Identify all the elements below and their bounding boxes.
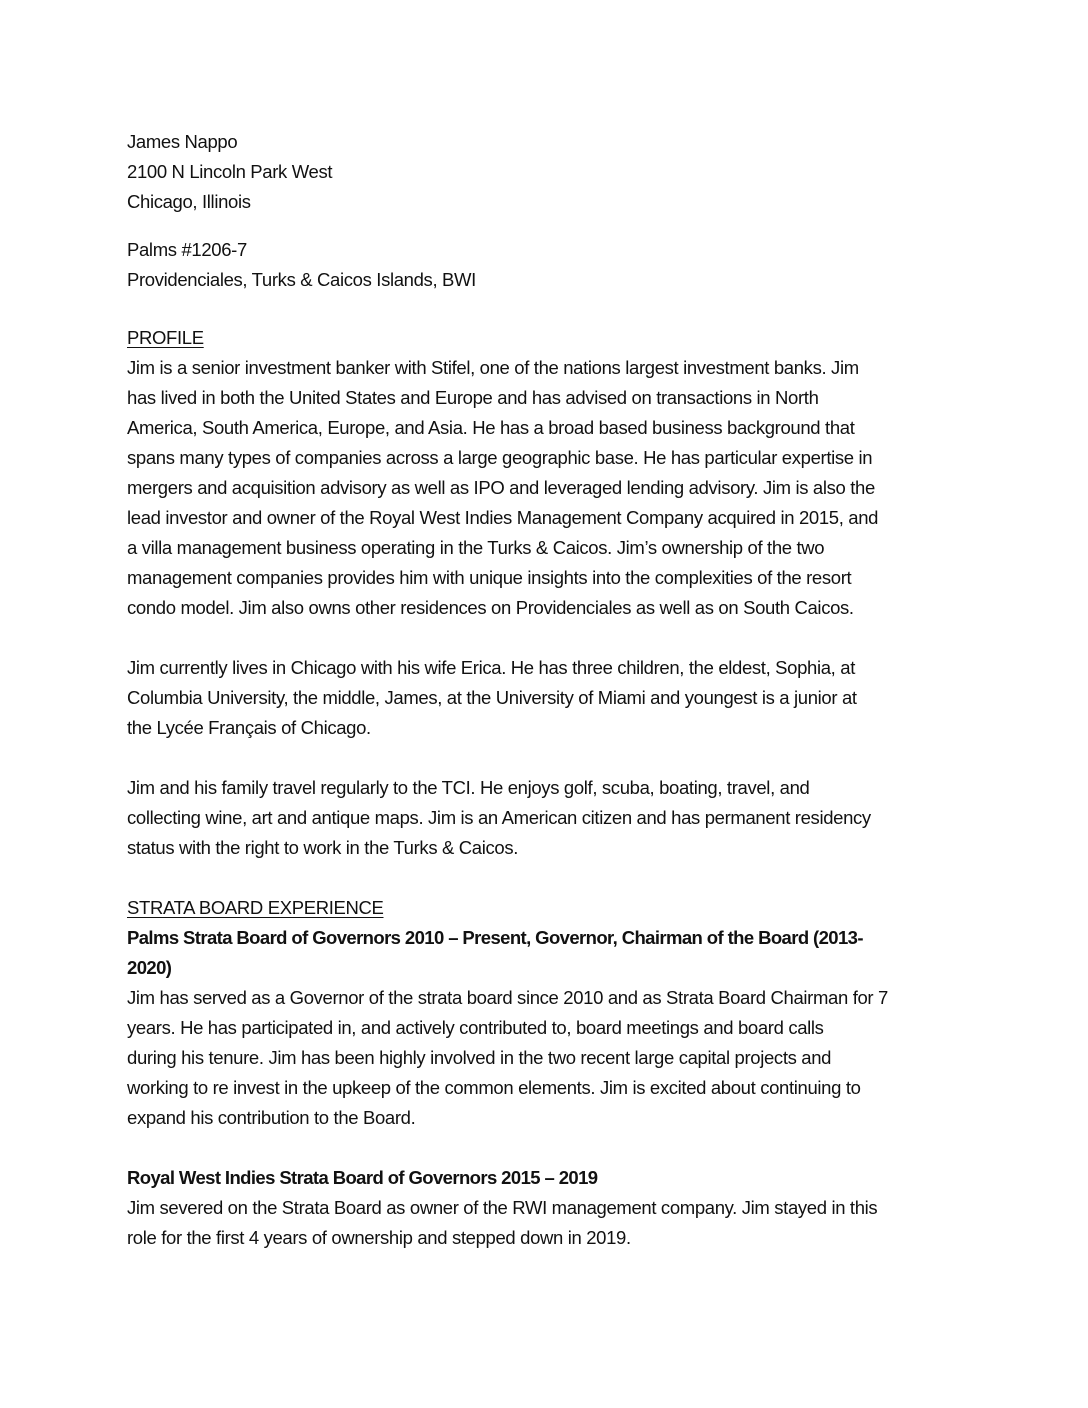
text-line: mergers and acquisition advisory as well as IPO and leveraged lending advisory. Jim is also the bbox=[127, 477, 875, 498]
island-location: Providenciales, Turks & Caicos Islands, BWI bbox=[127, 269, 476, 290]
text-line: lead investor and owner of the Royal West Indies Management Company acquired in 2015, and bbox=[127, 507, 879, 528]
text-line: condo model. Jim also owns other residences on Providenciales as well as on South Caicos. bbox=[127, 597, 854, 618]
text-line: a villa management business operating in the Turks & Caicos. Jim’s ownership of the two bbox=[127, 537, 825, 558]
text-line: the Lycée Français of Chicago. bbox=[127, 717, 371, 738]
strata-heading: STRATA BOARD EXPERIENCE bbox=[127, 897, 384, 918]
document-page bbox=[127, 127, 967, 1253]
role-title: Palms Strata Board of Governors 2010 – Present, Governor, Chairman of the Board (2013- bbox=[127, 927, 863, 948]
text-line: status with the right to work in the Turks & Caicos. bbox=[127, 837, 519, 858]
text-line: collecting wine, art and antique maps. Jim is an American citizen and has permanent residency bbox=[127, 807, 871, 828]
role-title: Royal West Indies Strata Board of Governors 2015 – 2019 bbox=[127, 1167, 598, 1188]
text-line: spans many types of companies across a large geographic base. He has particular expertise in bbox=[127, 447, 873, 468]
text-line: Jim and his family travel regularly to the TCI. He enjoys golf, scuba, boating, travel, and bbox=[127, 777, 810, 798]
unit-number: Palms #1206-7 bbox=[127, 239, 247, 260]
strata-section bbox=[127, 893, 967, 1253]
role-royal-west-indies bbox=[127, 1163, 967, 1253]
role-title: 2020) bbox=[127, 957, 172, 978]
person-name: James Nappo bbox=[127, 131, 238, 152]
text-line: Jim currently lives in Chicago with his wife Erica. He has three children, the eldest, Sophia, at bbox=[127, 657, 855, 678]
profile-paragraph-2 bbox=[127, 653, 967, 743]
text-line: years. He has participated in, and actively contributed to, board meetings and board calls bbox=[127, 1017, 824, 1038]
text-line: expand his contribution to the Board. bbox=[127, 1107, 416, 1128]
street-address: 2100 N Lincoln Park West bbox=[127, 161, 333, 182]
text-line: role for the first 4 years of ownership and stepped down in 2019. bbox=[127, 1227, 631, 1248]
text-line: management companies provides him with unique insights into the complexities of the resort bbox=[127, 567, 852, 588]
text-line: America, South America, Europe, and Asia. He has a broad based business background that bbox=[127, 417, 855, 438]
role-palms bbox=[127, 923, 967, 1133]
address-block bbox=[127, 127, 967, 295]
text-line: working to re invest in the upkeep of the common elements. Jim is excited about continuing to bbox=[127, 1077, 861, 1098]
profile-heading: PROFILE bbox=[127, 327, 204, 348]
text-line: Jim severed on the Strata Board as owner of the RWI management company. Jim stayed in this bbox=[127, 1197, 878, 1218]
text-line: has lived in both the United States and Europe and has advised on transactions in North bbox=[127, 387, 819, 408]
text-line: Jim has served as a Governor of the strata board since 2010 and as Strata Board Chairman for 7 bbox=[127, 987, 888, 1008]
profile-paragraph-3 bbox=[127, 773, 967, 863]
profile-section bbox=[127, 323, 967, 863]
text-line: during his tenure. Jim has been highly involved in the two recent large capital projects and bbox=[127, 1047, 832, 1068]
text-line: Columbia University, the middle, James, at the University of Miami and youngest is a junior at bbox=[127, 687, 857, 708]
profile-paragraph-1 bbox=[127, 353, 967, 623]
city: Chicago, Illinois bbox=[127, 191, 251, 212]
text-line: Jim is a senior investment banker with Stifel, one of the nations largest investment banks. Jim bbox=[127, 357, 859, 378]
